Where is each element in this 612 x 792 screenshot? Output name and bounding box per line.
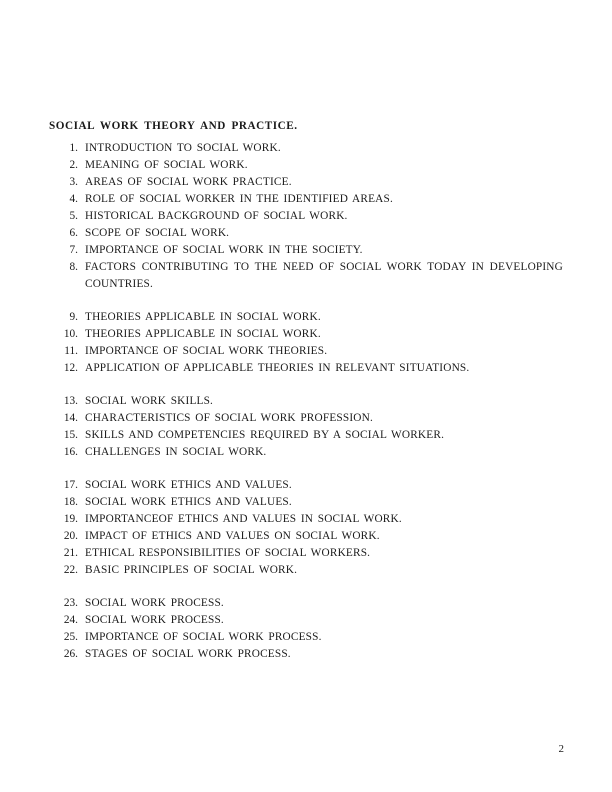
list-item — [49, 140, 563, 157]
list-item — [49, 595, 563, 612]
list-item-number: 7. — [69, 244, 78, 256]
list-item-label: MEANING OF SOCIAL WORK. — [85, 159, 248, 171]
list-item — [49, 494, 563, 511]
list-item — [49, 191, 563, 208]
group-spacer — [49, 293, 563, 309]
group-introduction — [49, 140, 563, 293]
list-item — [49, 562, 563, 579]
list-item-number: 8. — [69, 261, 78, 273]
list-item — [49, 545, 563, 562]
list-item-label: APPLICATION OF APPLICABLE THEORIES IN RELEVANT SITUATIONS. — [85, 362, 470, 374]
list-item-label: CHARACTERISTICS OF SOCIAL WORK PROFESSION. — [85, 412, 373, 424]
list-item — [49, 511, 563, 528]
list-item-label: THEORIES APPLICABLE IN SOCIAL WORK. — [85, 328, 321, 340]
list-item-number: 9. — [69, 311, 78, 323]
list-item-label: SKILLS AND COMPETENCIES REQUIRED BY A SOCIAL WORKER. — [85, 429, 445, 441]
list-item — [49, 208, 563, 225]
list-item-number: 17. — [63, 479, 78, 491]
list-item-label: ETHICAL RESPONSIBILITIES OF SOCIAL WORKERS. — [85, 547, 371, 559]
list-item-label: SOCIAL WORK SKILLS. — [85, 395, 214, 407]
list-item-label: STAGES OF SOCIAL WORK PROCESS. — [85, 648, 291, 660]
list-item — [49, 242, 563, 259]
list-item — [49, 477, 563, 494]
list-item-label: FACTORS CONTRIBUTING TO THE NEED OF SOCIAL WORK TODAY IN DEVELOPING COUNTRIES. — [85, 261, 563, 290]
list-item — [49, 528, 563, 545]
list-item — [49, 427, 563, 444]
group-skills — [49, 393, 563, 461]
list-item-number: 22. — [63, 564, 78, 576]
list-item-label: ROLE OF SOCIAL WORKER IN THE IDENTIFIED AREAS. — [85, 193, 393, 205]
list-item-label: SOCIAL WORK PROCESS. — [85, 597, 224, 609]
list-item-number: 15. — [63, 429, 78, 441]
list-item-number: 16. — [63, 446, 78, 458]
list-item-label: IMPORTANCE OF SOCIAL WORK PROCESS. — [85, 631, 322, 643]
list-item-number: 3. — [69, 176, 78, 188]
list-item — [49, 444, 563, 461]
list-item-label: CHALLENGES IN SOCIAL WORK. — [85, 446, 267, 458]
list-item-label: THEORIES APPLICABLE IN SOCIAL WORK. — [85, 311, 321, 323]
group-spacer — [49, 579, 563, 595]
list-item — [49, 343, 563, 360]
list-item — [49, 612, 563, 629]
group-spacer — [49, 377, 563, 393]
list-item — [49, 309, 563, 326]
list-item — [49, 157, 563, 174]
page-number: 2 — [558, 743, 564, 755]
list-item-number: 26. — [63, 648, 78, 660]
list-item-number: 5. — [69, 210, 78, 222]
group-spacer — [49, 461, 563, 477]
list-item-number: 6. — [69, 227, 78, 239]
list-item-number: 20. — [63, 530, 78, 542]
list-item-label: SOCIAL WORK ETHICS AND VALUES. — [85, 479, 292, 491]
list-item-number: 19. — [63, 513, 78, 525]
list-item-number: 14. — [63, 412, 78, 424]
list-item-label: IMPACT OF ETHICS AND VALUES ON SOCIAL WORK. — [85, 530, 380, 542]
list-item-label: SCOPE OF SOCIAL WORK. — [85, 227, 230, 239]
group-process — [49, 595, 563, 663]
list-item-label: IMPORTANCEOF ETHICS AND VALUES IN SOCIAL WORK. — [85, 513, 402, 525]
list-item-number: 2. — [69, 159, 78, 171]
group-ethics — [49, 477, 563, 579]
list-item-number: 25. — [63, 631, 78, 643]
list-item-number: 23. — [63, 597, 78, 609]
list-item-number: 21. — [63, 547, 78, 559]
list-item-label: IMPORTANCE OF SOCIAL WORK THEORIES. — [85, 345, 328, 357]
list-item-number: 12. — [63, 362, 78, 374]
list-item — [49, 393, 563, 410]
list-item-number: 18. — [63, 496, 78, 508]
list-item-number: 4. — [69, 193, 78, 205]
list-item-label: SOCIAL WORK ETHICS AND VALUES. — [85, 496, 292, 508]
list-item-number: 11. — [64, 345, 78, 357]
list-item — [49, 629, 563, 646]
list-item — [49, 174, 563, 191]
list-item-label: BASIC PRINCIPLES OF SOCIAL WORK. — [85, 564, 298, 576]
page-title: SOCIAL WORK THEORY AND PRACTICE. — [49, 120, 298, 132]
list-item — [49, 225, 563, 242]
document-content — [49, 118, 563, 663]
list-item-label: SOCIAL WORK PROCESS. — [85, 614, 224, 626]
list-item — [49, 360, 563, 377]
list-item-number: 10. — [63, 328, 78, 340]
list-item — [49, 326, 563, 343]
list-item-label: INTRODUCTION TO SOCIAL WORK. — [85, 142, 281, 154]
list-item-label: HISTORICAL BACKGROUND OF SOCIAL WORK. — [85, 210, 348, 222]
list-item-label: IMPORTANCE OF SOCIAL WORK IN THE SOCIETY. — [85, 244, 363, 256]
outline-list — [49, 140, 563, 663]
list-item-number: 13. — [63, 395, 78, 407]
list-item — [49, 410, 563, 427]
list-item-label: AREAS OF SOCIAL WORK PRACTICE. — [85, 176, 292, 188]
list-item-number: 1. — [69, 142, 78, 154]
list-item — [49, 259, 563, 293]
list-item — [49, 646, 563, 663]
list-item-number: 24. — [63, 614, 78, 626]
group-theories — [49, 309, 563, 377]
